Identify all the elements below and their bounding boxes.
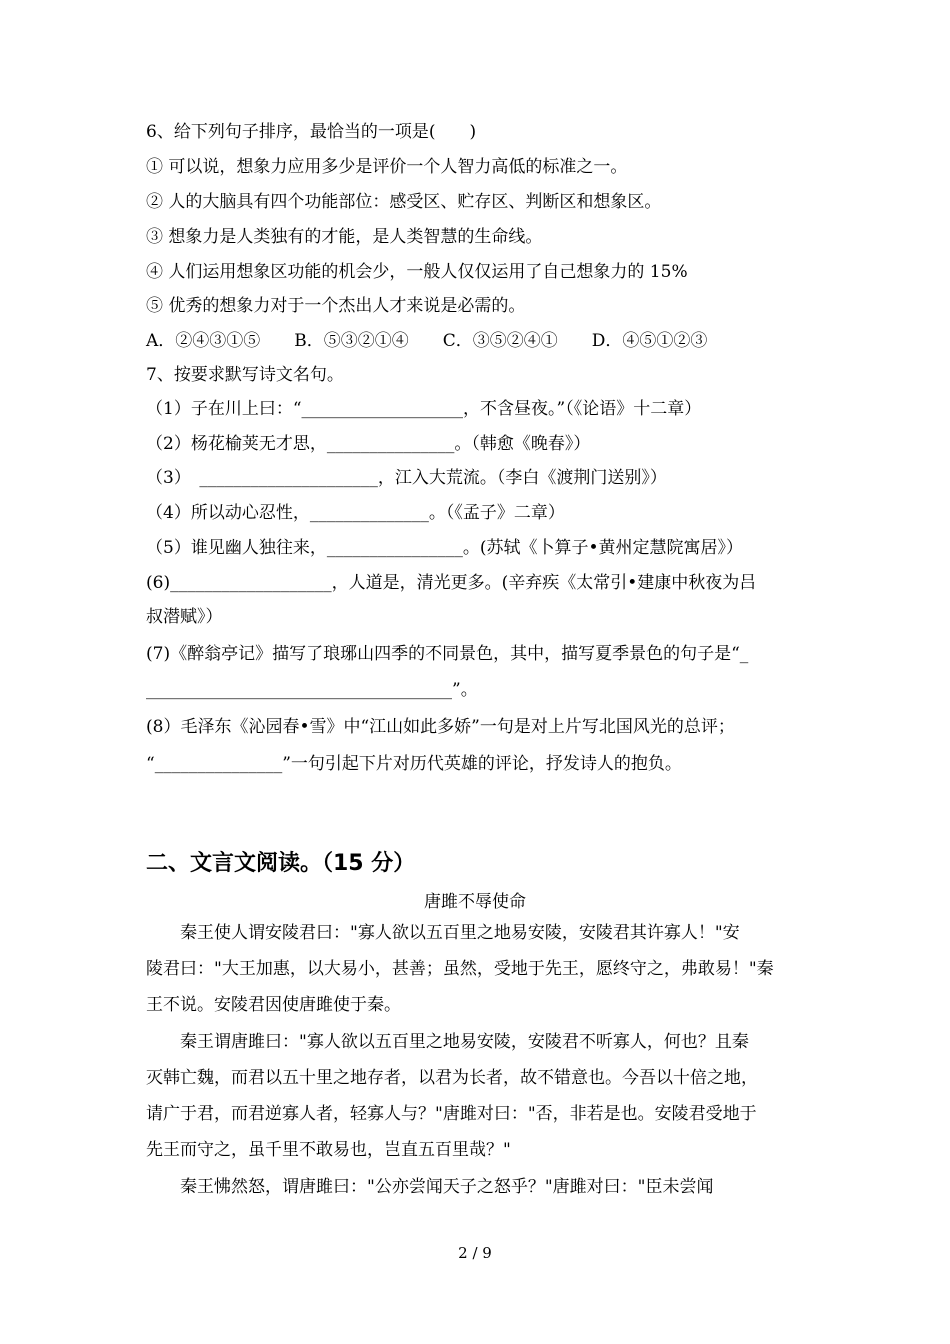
q7-item-8-line-2: “_______________”一句引起下片对历代英雄的评论，抒发诗人的抱负。: [146, 754, 682, 774]
paragraph-2-line-2: 灭韩亡魏，而君以五十里之地存者，以君为长者，故不错意也。今吾以十倍之地，: [146, 1068, 758, 1088]
q6-sentence-3: ③ 想象力是人类独有的才能，是人类智慧的生命线。: [146, 227, 543, 247]
passage-title: 唐雎不辱使命: [424, 892, 526, 912]
q6-sentence-1: ① 可以说，想象力应用多少是评价一个人智力高低的标准之一。: [146, 157, 628, 177]
q7-item-4: （4）所以动心忍性，______________。（《孟子》二章）: [146, 503, 565, 523]
q7-item-5: （5）谁见幽人独往来，________________。(苏轼《卜算子•黄州定慧院寓居》）: [146, 538, 743, 558]
q6-sentence-5: ⑤ 优秀的想象力对于一个杰出人才来说是必需的。: [146, 296, 526, 316]
page-number: 2 / 9: [458, 1244, 492, 1262]
paragraph-2-line-3: 请广于君，而君逆寡人者，轻寡人与？"唐雎对曰："否，非若是也。安陵君受地于: [146, 1104, 757, 1124]
q6-options: A．②④③①⑤ B．⑤③②①④ C．③⑤②④① D．④⑤①②③: [146, 331, 708, 351]
q7-stem: 7、按要求默写诗文名句。: [146, 365, 344, 385]
q6-sentence-2: ② 人的大脑具有四个功能部位：感受区、贮存区、判断区和想象区。: [146, 192, 662, 212]
paragraph-1-line-1: 秦王使人谓安陵君曰："寡人欲以五百里之地易安陵，安陵君其许寡人！"安: [146, 923, 740, 943]
q7-item-6-line-1: (6)___________________，人道是，清光更多。(辛弃疾《太常引•建康中秋夜为吕: [146, 573, 757, 593]
q7-item-3: （3） _____________________，江入大荒流。（李白《渡荆门送别》）: [146, 468, 667, 488]
q6-sentence-4: ④ 人们运用想象区功能的机会少，一般人仅仅运用了自己想象力的 15%: [146, 262, 688, 282]
q7-item-8-line-1: (8）毛泽东《沁园春•雪》中“江山如此多娇”一句是对上片写北国风光的总评；: [146, 717, 735, 737]
q7-item-7-line-1: (7)《醉翁亭记》描写了琅琊山四季的不同景色，其中，描写夏季景色的句子是“_: [146, 644, 749, 664]
q6-stem: 6、给下列句子排序，最恰当的一项是( ): [146, 122, 477, 142]
paragraph-3-line-1: 秦王怫然怒，谓唐雎曰："公亦尝闻天子之怒乎？"唐雎对曰："臣未尝闻: [146, 1177, 714, 1197]
paragraph-1-line-2: 陵君曰："大王加惠，以大易小，甚善；虽然，受地于先王，愿终守之，弗敢易！"秦: [146, 959, 774, 979]
q7-item-7-line-2: ____________________________________”。: [146, 680, 478, 700]
q7-item-1: （1）子在川上曰：“___________________，不含昼夜。”（《论语》十二章）: [146, 399, 702, 419]
paragraph-1-line-3: 王不说。安陵君因使唐雎使于秦。: [146, 995, 401, 1015]
section-heading: 二、文言文阅读。（15 分）: [146, 851, 416, 876]
q7-item-6-line-2: 叔潜赋》）: [146, 607, 223, 627]
paragraph-2-line-1: 秦王谓唐雎曰："寡人欲以五百里之地易安陵，安陵君不听寡人，何也？且秦: [146, 1032, 749, 1052]
paragraph-2-line-4: 先王而守之，虽千里不敢易也，岂直五百里哉？": [146, 1140, 511, 1160]
q7-item-2: （2）杨花榆荚无才思，_______________。（韩愈《晚春》）: [146, 434, 591, 454]
